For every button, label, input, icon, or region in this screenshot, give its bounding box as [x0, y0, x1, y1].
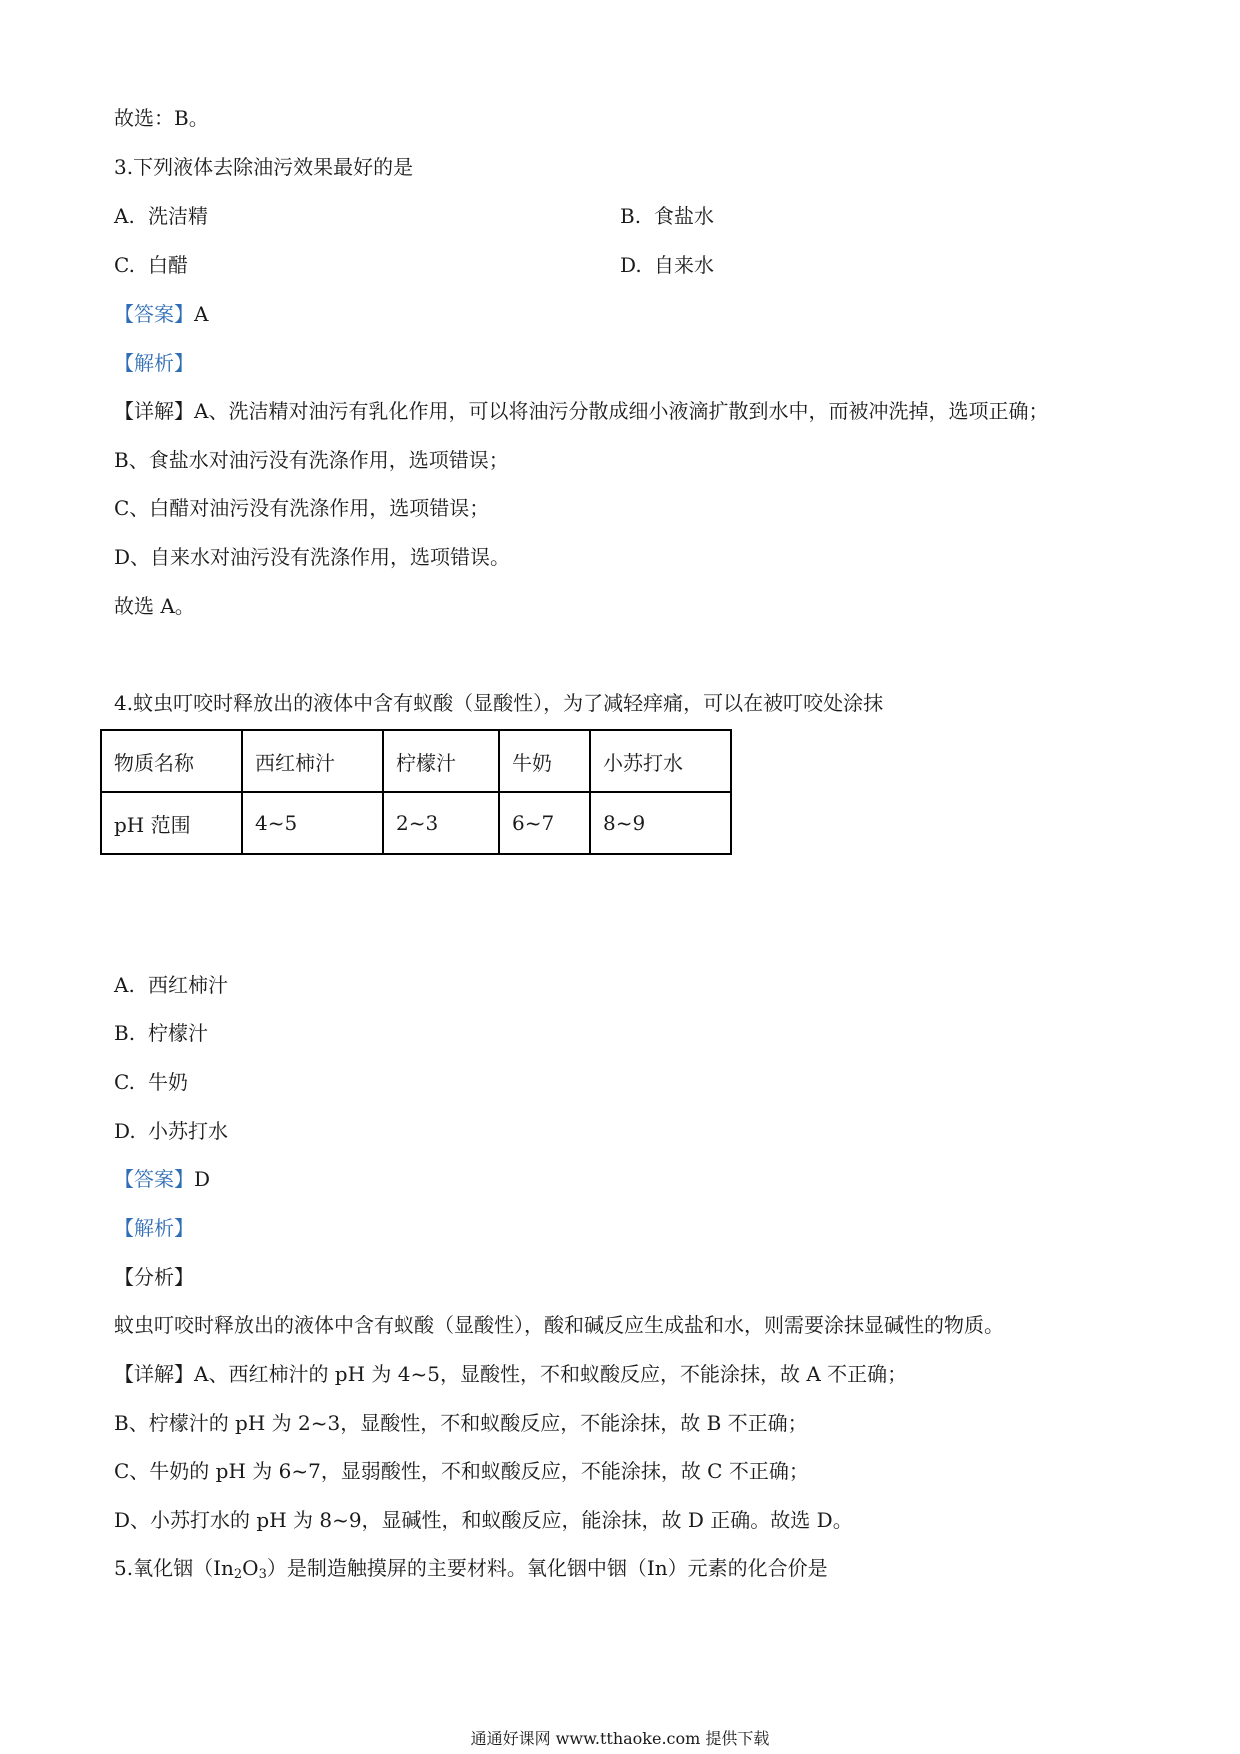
- q4-option-d: [114, 1117, 228, 1145]
- q4-option-c-text: 牛奶: [148, 1070, 188, 1094]
- q3-option-c: [114, 251, 188, 279]
- q3-answer-label: 【答案】: [114, 302, 194, 326]
- q3-option-a: [114, 202, 208, 230]
- q4-answer-value: D: [194, 1167, 211, 1191]
- table-cell: 西红柿汁: [242, 730, 383, 792]
- table-cell: 8~9: [590, 792, 731, 854]
- q5-sub-3: 3: [258, 1567, 267, 1582]
- q4-option-a-key: A.: [114, 973, 135, 997]
- table-cell: 柠檬汁: [383, 730, 499, 792]
- q3-option-c-text: 白醋: [148, 253, 188, 277]
- q3-analysis-label: 【解析】: [114, 351, 194, 375]
- q2-conclusion: 故选：B。: [114, 106, 209, 130]
- q4-option-a-text: 西红柿汁: [148, 973, 228, 997]
- q4-answer-label: 【答案】: [114, 1167, 194, 1191]
- q3-detail-4: D、自来水对油污没有洗涤作用，选项错误。: [114, 545, 511, 569]
- q4-option-b: [114, 1019, 208, 1047]
- q5-sub-2: 2: [233, 1567, 243, 1582]
- q3-option-d-key: D.: [620, 253, 642, 277]
- q3-option-b-key: B.: [620, 204, 642, 228]
- q3-detail-1: [114, 397, 1048, 425]
- table-cell: 物质名称: [101, 730, 242, 792]
- q4-option-b-text: 柠檬汁: [148, 1021, 208, 1045]
- q3-option-d: [620, 251, 714, 279]
- q3-option-a-text: 洗洁精: [148, 204, 208, 228]
- table-cell: 4~5: [242, 792, 383, 854]
- table-row: [101, 792, 731, 854]
- q4-option-b-key: B.: [114, 1021, 136, 1045]
- table-cell: 小苏打水: [590, 730, 731, 792]
- q5-stem-a: 5.氧化铟（In: [114, 1556, 234, 1580]
- q3-answer-value: A: [194, 302, 209, 326]
- q3-detail-label: 【详解】: [114, 399, 194, 423]
- q5-stem: [114, 1554, 828, 1582]
- table-cell: 6~7: [499, 792, 590, 854]
- q4-answer: [114, 1165, 210, 1193]
- q3-detail-text-a: A、洗洁精对油污有乳化作用，可以将油污分散成细小液滴扩散到水中，而被冲洗掉，选项正确；: [194, 399, 1049, 423]
- q3-detail-3: C、白醋对油污没有洗涤作用，选项错误；: [114, 496, 490, 520]
- q3-option-c-key: C.: [114, 253, 135, 277]
- page-footer: 通通好课网 www.tthaoke.com 提供下载: [470, 1729, 770, 1748]
- q3-option-b-text: 食盐水: [654, 204, 714, 228]
- q4-fenxi-label: 【分析】: [114, 1265, 194, 1289]
- q3-option-b: [620, 202, 714, 230]
- table-cell: pH 范围: [101, 792, 242, 854]
- q4-stem: 4.蚊虫叮咬时释放出的液体中含有蚁酸（显酸性），为了减轻痒痛，可以在被叮咬处涂抹: [114, 691, 884, 715]
- q4-option-c: [114, 1068, 188, 1096]
- table-cell: 牛奶: [499, 730, 590, 792]
- q5-stem-b: O: [242, 1556, 259, 1580]
- q3-detail-2: B、食盐水对油污没有洗涤作用，选项错误；: [114, 448, 509, 472]
- q3-option-d-text: 自来水: [654, 253, 714, 277]
- q5-stem-c: ）是制造触摸屏的主要材料。氧化铟中铟（In）元素的化合价是: [266, 1556, 828, 1580]
- table-cell: 2~3: [383, 792, 499, 854]
- q4-detail-1: [114, 1360, 907, 1388]
- table-row: [101, 730, 731, 792]
- q4-option-c-key: C.: [114, 1070, 135, 1094]
- q3-conclusion: 故选 A。: [114, 594, 195, 618]
- q4-detail-4: D、小苏打水的 pH 为 8~9，显碱性，和蚁酸反应，能涂抹，故 D 正确。故选 D。: [114, 1508, 853, 1532]
- q4-detail-2: B、柠檬汁的 pH 为 2~3，显酸性，不和蚁酸反应，不能涂抹，故 B 不正确；: [114, 1411, 808, 1435]
- q4-detail-label: 【详解】: [114, 1362, 194, 1386]
- q4-analysis-label: 【解析】: [114, 1216, 194, 1240]
- q4-detail-text-a: A、西红柿汁的 pH 为 4~5，显酸性，不和蚁酸反应，不能涂抹，故 A 不正确；: [194, 1362, 908, 1386]
- q3-stem: 3.下列液体去除油污效果最好的是: [114, 155, 414, 179]
- ph-table: [100, 729, 732, 855]
- q3-answer: [114, 300, 208, 328]
- q4-option-d-text: 小苏打水: [148, 1119, 228, 1143]
- q4-detail-3: C、牛奶的 pH 为 6~7，显弱酸性，不和蚁酸反应，不能涂抹，故 C 不正确；: [114, 1459, 809, 1483]
- q4-option-a: [114, 971, 228, 999]
- q4-option-d-key: D.: [114, 1119, 136, 1143]
- q3-option-a-key: A.: [114, 204, 135, 228]
- q4-fenxi-text: 蚊虫叮咬时释放出的液体中含有蚁酸（显酸性），酸和碱反应生成盐和水，则需要涂抹显碱性的物质。: [114, 1313, 1004, 1337]
